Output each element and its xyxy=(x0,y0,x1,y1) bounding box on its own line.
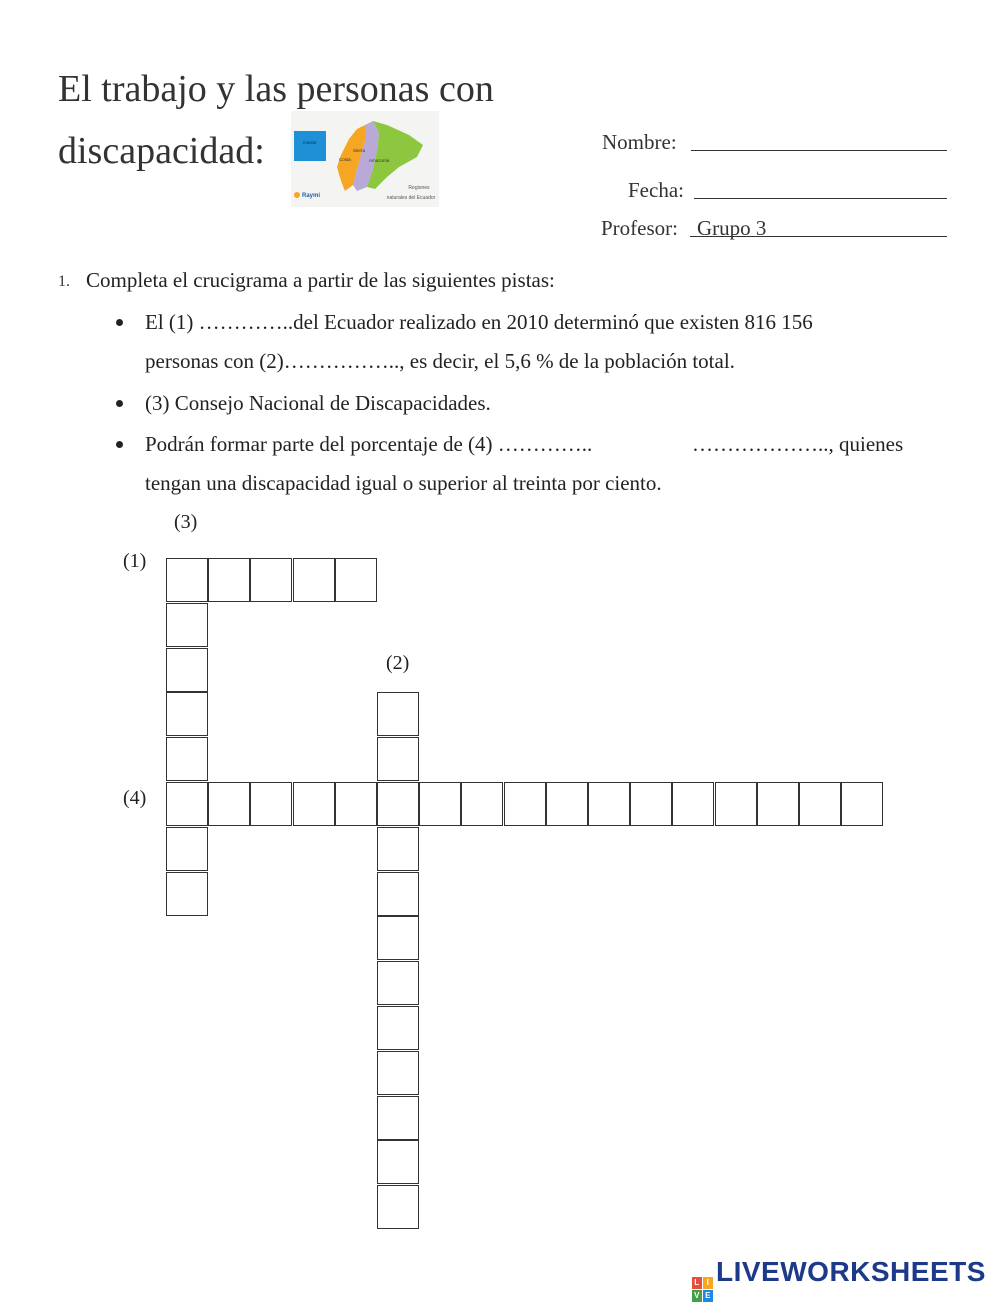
question-number: 1. xyxy=(58,273,70,290)
crossword-cell[interactable] xyxy=(377,1051,419,1095)
crossword-cell[interactable] xyxy=(377,1006,419,1050)
crossword-cell[interactable] xyxy=(377,1096,419,1140)
costa-label: Costa xyxy=(339,157,351,162)
liveworksheets-mark-icon xyxy=(692,1277,713,1302)
crossword-cell[interactable] xyxy=(293,782,335,826)
clue-3-line-1a: Podrán formar parte del porcentaje de (4) ………….. xyxy=(145,432,593,456)
map-caption-2: naturales del Ecuador xyxy=(386,195,436,201)
bullet-dot xyxy=(116,319,123,326)
crossword-cell-input[interactable] xyxy=(505,783,545,825)
crossword-cell-input[interactable] xyxy=(378,738,418,780)
crossword-cell-input[interactable] xyxy=(800,783,840,825)
crossword-cell[interactable] xyxy=(166,603,208,647)
map-caption-1: Regiones xyxy=(408,185,430,191)
crossword-cell-input[interactable] xyxy=(167,693,207,735)
nombre-field[interactable] xyxy=(691,150,947,151)
crossword-cell-input[interactable] xyxy=(673,783,713,825)
profesor-value: Grupo 3 xyxy=(697,216,767,240)
crossword-cell[interactable] xyxy=(335,782,377,826)
crossword-cell-input[interactable] xyxy=(378,917,418,959)
crossword-cell-input[interactable] xyxy=(251,559,291,601)
crossword-cell-input[interactable] xyxy=(378,1141,418,1183)
clue-3-line-1b: ……………….., quienes xyxy=(692,432,904,456)
crossword-cell[interactable] xyxy=(377,692,419,736)
crossword-cell-input[interactable] xyxy=(209,559,249,601)
crossword-cell[interactable] xyxy=(377,916,419,960)
crossword-cell[interactable] xyxy=(335,558,377,602)
crossword-cell[interactable] xyxy=(166,558,208,602)
bullet-dot xyxy=(116,441,123,448)
raymi-brand: Raymi xyxy=(302,193,321,199)
crossword-cell[interactable] xyxy=(166,782,208,826)
crossword-cell[interactable] xyxy=(377,737,419,781)
crossword-cell-input[interactable] xyxy=(167,738,207,780)
crossword-cell[interactable] xyxy=(672,782,714,826)
crossword-cell-input[interactable] xyxy=(378,873,418,915)
crossword-cell[interactable] xyxy=(208,782,250,826)
crossword-cell[interactable] xyxy=(166,827,208,871)
crossword-cell-input[interactable] xyxy=(378,828,418,870)
crossword-cell-input[interactable] xyxy=(631,783,671,825)
clue-1-line-2: personas con (2)…………….., es decir, el 5,6 % de la población total. xyxy=(145,349,735,373)
logo-mark-tile: V xyxy=(692,1290,702,1302)
ecuador-regions-map xyxy=(291,111,439,207)
title-line-1: El trabajo y las personas con xyxy=(58,68,494,110)
crossword-cell[interactable] xyxy=(715,782,757,826)
crossword-cell[interactable] xyxy=(208,558,250,602)
crossword-cell-input[interactable] xyxy=(167,783,207,825)
crossword-cell-input[interactable] xyxy=(378,1007,418,1049)
logo-mark-tile: E xyxy=(703,1290,713,1302)
crossword-cell[interactable] xyxy=(504,782,546,826)
nombre-label: Nombre: xyxy=(602,130,677,154)
crossword-label-1: (1) xyxy=(123,550,147,572)
crossword-cell-input[interactable] xyxy=(378,962,418,1004)
crossword-cell[interactable] xyxy=(377,782,419,826)
crossword-cell-input[interactable] xyxy=(378,783,418,825)
crossword-cell-input[interactable] xyxy=(378,1097,418,1139)
crossword-cell-input[interactable] xyxy=(462,783,502,825)
insular-label: Insular xyxy=(303,140,317,145)
crossword-cell-input[interactable] xyxy=(167,604,207,646)
insular-region xyxy=(294,131,326,161)
crossword-cell[interactable] xyxy=(461,782,503,826)
crossword-cell[interactable] xyxy=(166,872,208,916)
crossword-cell[interactable] xyxy=(799,782,841,826)
profesor-label: Profesor: xyxy=(601,216,678,240)
crossword-cell-input[interactable] xyxy=(547,783,587,825)
crossword-label-3: (3) xyxy=(174,511,198,533)
question-text: Completa el crucigrama a partir de las siguientes pistas: xyxy=(86,268,555,292)
crossword-cell[interactable] xyxy=(841,782,883,826)
crossword-cell-input[interactable] xyxy=(251,783,291,825)
clue-1-line-1: El (1) …………..del Ecuador realizado en 2010 determinó que existen 816 156 xyxy=(145,310,813,334)
fecha-field[interactable] xyxy=(694,198,947,199)
crossword-cell[interactable] xyxy=(546,782,588,826)
crossword-cell-input[interactable] xyxy=(378,1052,418,1094)
crossword-cell-input[interactable] xyxy=(842,783,882,825)
crossword-cell-input[interactable] xyxy=(209,783,249,825)
crossword-cell[interactable] xyxy=(250,558,292,602)
crossword-cell-input[interactable] xyxy=(294,783,334,825)
crossword-cell[interactable] xyxy=(377,1140,419,1184)
liveworksheets-logo xyxy=(692,1256,986,1302)
logo-mark-tile: L xyxy=(692,1277,702,1289)
crossword-cell-input[interactable] xyxy=(167,828,207,870)
clue-2-line-1: (3) Consejo Nacional de Discapacidades. xyxy=(145,391,491,415)
crossword-cell-input[interactable] xyxy=(420,783,460,825)
crossword-cell-input[interactable] xyxy=(167,873,207,915)
crossword-cell-input[interactable] xyxy=(589,783,629,825)
crossword-cell[interactable] xyxy=(419,782,461,826)
crossword-label-4: (4) xyxy=(123,787,147,809)
crossword-cell-input[interactable] xyxy=(336,783,376,825)
crossword-cell-input[interactable] xyxy=(758,783,798,825)
crossword-cell[interactable] xyxy=(588,782,630,826)
crossword-cell-input[interactable] xyxy=(167,649,207,691)
raymi-logo-icon xyxy=(294,192,300,198)
fecha-label: Fecha: xyxy=(628,178,684,202)
sierra-label: Sierra xyxy=(353,148,366,153)
crossword-cell[interactable] xyxy=(250,782,292,826)
crossword-cell[interactable] xyxy=(166,648,208,692)
crossword-cell-input[interactable] xyxy=(336,559,376,601)
crossword-cell[interactable] xyxy=(377,1185,419,1229)
crossword-cell[interactable] xyxy=(377,827,419,871)
crossword-cell-input[interactable] xyxy=(167,559,207,601)
crossword-cell-input[interactable] xyxy=(294,559,334,601)
crossword-cell[interactable] xyxy=(377,961,419,1005)
amazonia-label: Amazonía xyxy=(369,158,390,163)
crossword-cell-input[interactable] xyxy=(378,1186,418,1228)
crossword-cell-input[interactable] xyxy=(378,693,418,735)
logo-mark-tile: I xyxy=(703,1277,713,1289)
crossword-cell[interactable] xyxy=(293,558,335,602)
crossword-cell[interactable] xyxy=(166,737,208,781)
crossword-cell[interactable] xyxy=(166,692,208,736)
crossword-cell-input[interactable] xyxy=(716,783,756,825)
bullet-dot xyxy=(116,400,123,407)
crossword-label-2: (2) xyxy=(386,652,410,674)
crossword-cell[interactable] xyxy=(757,782,799,826)
crossword-cell[interactable] xyxy=(377,872,419,916)
liveworksheets-brand: LIVEWORKSHEETS xyxy=(716,1256,986,1287)
title-line-2: discapacidad: xyxy=(58,130,265,172)
crossword-cell[interactable] xyxy=(630,782,672,826)
clue-3-line-2: tengan una discapacidad igual o superior al treinta por ciento. xyxy=(145,471,662,495)
